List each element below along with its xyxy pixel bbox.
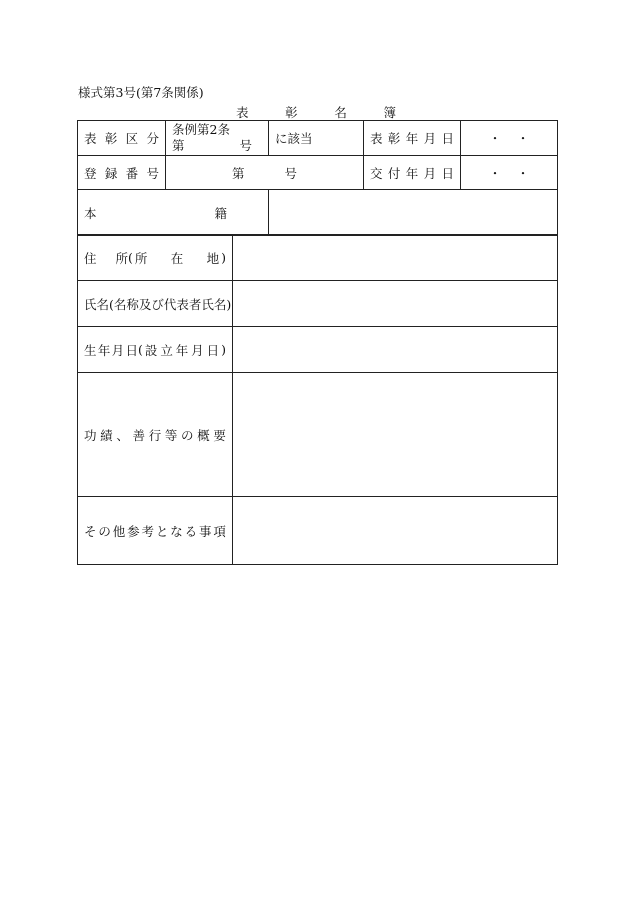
date-separator: ・ bbox=[488, 165, 502, 181]
paren-open: ( bbox=[138, 342, 143, 357]
label-char: 善 bbox=[132, 427, 146, 443]
achievements-field[interactable] bbox=[233, 373, 558, 497]
label-char: 所 bbox=[134, 250, 148, 266]
label-char: 日 bbox=[441, 165, 454, 181]
paren-close: ) bbox=[221, 342, 226, 357]
registration-number-field[interactable] bbox=[166, 156, 364, 190]
label-char: 録 bbox=[104, 165, 118, 181]
label-char: そ bbox=[84, 523, 97, 539]
label-char: 概 bbox=[197, 427, 210, 443]
registration-number-label bbox=[78, 156, 166, 190]
label-char: 、 bbox=[116, 427, 129, 443]
date-separator: ・ bbox=[516, 131, 530, 146]
label-char: 番 bbox=[125, 165, 139, 181]
form-title-char: 名 bbox=[334, 105, 347, 120]
award-category-label bbox=[78, 121, 166, 156]
label-char: 月 bbox=[191, 342, 204, 358]
label-char: 表 bbox=[370, 131, 383, 146]
label-char: 要 bbox=[213, 427, 226, 443]
label-char: 月 bbox=[423, 131, 437, 146]
form-number-label: 様式第3号(第7条関係) bbox=[78, 85, 204, 100]
birthdate-label bbox=[78, 327, 233, 373]
label-char: 考 bbox=[141, 523, 155, 539]
achievements-label bbox=[78, 373, 233, 497]
reg-number-right: 号 bbox=[284, 165, 297, 181]
award-ledger-table bbox=[77, 120, 558, 236]
table-row-honseki bbox=[78, 190, 558, 236]
award-date-label bbox=[364, 121, 461, 156]
label-char: 月 bbox=[111, 342, 125, 358]
table-row-achievements bbox=[78, 373, 558, 497]
honseki-label bbox=[78, 190, 269, 236]
label-char: 行 bbox=[148, 427, 162, 443]
applicable-field[interactable] bbox=[269, 121, 364, 156]
label-char: の bbox=[98, 523, 111, 539]
label-char: 事 bbox=[199, 523, 212, 539]
label-char: 立 bbox=[160, 342, 173, 358]
table-row-registration bbox=[78, 156, 558, 190]
table-row-birthdate bbox=[78, 327, 558, 373]
form-title bbox=[236, 103, 396, 121]
label-char: 籍 bbox=[214, 205, 227, 221]
label-char: 日 bbox=[441, 131, 454, 146]
issue-date-label bbox=[364, 156, 461, 190]
label-char: 所 bbox=[115, 250, 128, 266]
label-char: の bbox=[181, 427, 194, 443]
address-field[interactable] bbox=[233, 235, 558, 281]
birthdate-field[interactable] bbox=[233, 327, 558, 373]
name-field[interactable] bbox=[233, 281, 558, 327]
reg-number-left: 第 bbox=[232, 165, 245, 181]
label-char: 績 bbox=[100, 427, 113, 443]
name-label-text: 氏名(名称及び代表者氏名) bbox=[84, 296, 232, 312]
label-char: 彰 bbox=[387, 131, 401, 146]
table-row-address bbox=[78, 235, 558, 281]
label-char: 地 bbox=[206, 250, 220, 266]
label-char: 在 bbox=[170, 250, 184, 266]
label-char: 表 bbox=[84, 131, 97, 146]
label-char: 日 bbox=[125, 342, 138, 358]
table-row-award-category bbox=[78, 121, 558, 156]
label-char: 設 bbox=[144, 342, 158, 358]
label-char: 年 bbox=[405, 131, 419, 146]
label-char: 年 bbox=[175, 342, 189, 358]
other-notes-field[interactable] bbox=[233, 497, 558, 565]
applicable-text: に該当 bbox=[275, 131, 313, 146]
issue-date-field[interactable] bbox=[461, 156, 558, 190]
label-char: 日 bbox=[206, 342, 220, 358]
article-line2-left: 第 bbox=[172, 138, 185, 153]
date-separator: ・ bbox=[516, 165, 530, 181]
label-char: 交 bbox=[370, 165, 383, 181]
label-char: 他 bbox=[112, 523, 126, 539]
form-title-char: 彰 bbox=[285, 105, 298, 120]
award-date-field[interactable] bbox=[461, 121, 558, 156]
article-line1: 条例第2条 bbox=[172, 122, 230, 137]
paren-close: ) bbox=[221, 250, 226, 265]
label-char: る bbox=[184, 523, 198, 539]
label-char: 区 bbox=[125, 131, 139, 146]
label-char: 登 bbox=[84, 165, 97, 181]
article-line2 bbox=[172, 138, 262, 154]
label-char: 年 bbox=[405, 165, 419, 181]
label-char: と bbox=[155, 523, 169, 539]
other-notes-label bbox=[78, 497, 233, 565]
form-title-char: 簿 bbox=[383, 105, 396, 120]
paren-open: ( bbox=[128, 250, 133, 265]
label-char: 彰 bbox=[104, 131, 118, 146]
label-char: 本 bbox=[84, 205, 97, 221]
label-char: 分 bbox=[146, 131, 159, 146]
article-line2-right: 号 bbox=[239, 138, 252, 153]
form-title-char: 表 bbox=[236, 105, 249, 120]
label-char: 生 bbox=[84, 342, 97, 358]
article-reference-field[interactable] bbox=[166, 121, 269, 156]
label-char: 功 bbox=[84, 427, 97, 443]
table-row-other-notes bbox=[78, 497, 558, 565]
label-char: 年 bbox=[97, 342, 111, 358]
label-char: 等 bbox=[164, 427, 178, 443]
label-char: 号 bbox=[146, 165, 159, 181]
label-char: な bbox=[170, 523, 183, 539]
address-label bbox=[78, 235, 233, 281]
table-row-name bbox=[78, 281, 558, 327]
honseki-field[interactable] bbox=[269, 190, 558, 236]
label-char: 住 bbox=[84, 250, 97, 266]
date-separator: ・ bbox=[488, 131, 502, 146]
personal-details-table bbox=[77, 234, 558, 565]
label-char: 項 bbox=[213, 523, 226, 539]
name-label bbox=[78, 281, 233, 327]
label-char: 参 bbox=[127, 523, 140, 539]
label-char: 月 bbox=[423, 165, 437, 181]
label-char: 付 bbox=[387, 165, 401, 181]
